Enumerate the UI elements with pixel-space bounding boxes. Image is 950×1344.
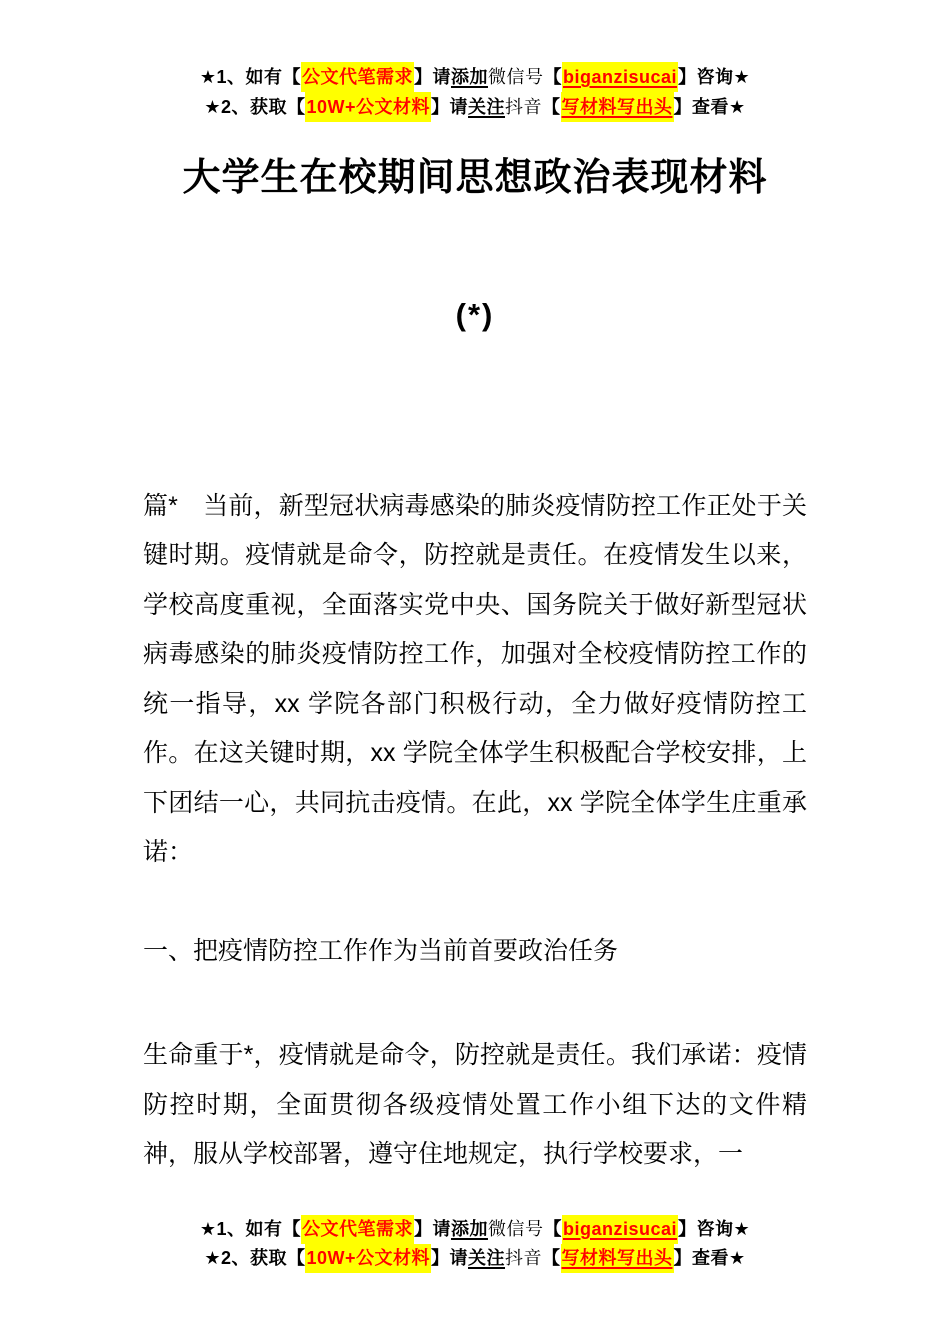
promo-text: 微信号 [487,67,544,87]
promo-text: 微信号 [487,1218,544,1239]
promo-highlight-materials: 10W+公文材料 [305,1244,431,1273]
promo-add-action-text: 添加 [450,1218,488,1239]
promo-header [0,0,950,122]
section-heading-1: 一、把疫情防控工作作为当前首要政治任务 [143,936,619,965]
promo-text: 抖音 [505,97,543,117]
promo-wechat-id: biganzisucai [562,62,678,92]
promo-follow-action-text: 关注 [468,97,506,117]
promo-douyin-id: 写材料写出头 [561,92,674,122]
paragraph-1: 篇* 当前，新型冠状病毒感染的肺炎疫情防控工作正处于关键时期。疫情就是命令，防控就是责任。在疫情发生以来，学校高度重视，全面落实党中央、国务院关于做好新型冠状病毒感染的肺炎疫情防控工作，加强对全校疫情防控工作的统一指导，xx 学院各部门积极行动，全力做好疫情防控工作。在这关键时期，xx 学院全体学生积极配合学校安排，上下团结一心，共同抗击疫情。在此，xx 学院全体学生庄重承诺： [143,491,807,867]
promo-wechat-id: biganzisucai [562,1215,678,1244]
document-title: 大学生在校期间思想政治表现材料 [182,157,768,199]
promo-text: ★1、如有【 [199,67,301,87]
promo-highlight-writing-service: 公文代笔需求 [301,1215,414,1244]
promo-footer-line-2 [0,1244,950,1273]
promo-header-line-2 [0,92,950,122]
promo-text: 【 [542,1247,561,1268]
promo-text: 】咨询★ [678,67,751,87]
promo-douyin-id: 写材料写出头 [561,1244,674,1273]
promo-text: 【 [542,97,561,117]
promo-text: ★2、获取【 [204,1247,306,1268]
promo-text: 】请 [413,67,451,87]
promo-text: ★2、获取【 [204,97,306,117]
promo-add-action-text: 添加 [450,67,488,87]
promo-highlight-writing-service: 公文代笔需求 [301,62,414,92]
promo-text: 】咨询★ [678,1218,751,1239]
promo-text: 】请 [431,1247,469,1268]
promo-highlight-materials: 10W+公文材料 [305,92,431,122]
promo-text: 【 [543,1218,562,1239]
promo-follow-action-text: 关注 [468,1247,506,1268]
promo-text: 】请 [431,97,469,117]
promo-footer-line-1 [0,1215,950,1244]
promo-text: 】查看★ [673,1247,746,1268]
promo-text: 】请 [413,1218,451,1239]
promo-text: 】查看★ [673,97,746,117]
promo-footer [0,1215,950,1273]
promo-text: 抖音 [505,1247,543,1268]
promo-text: ★1、如有【 [199,1218,301,1239]
star-placeholder: (*) [455,297,495,333]
paragraph-2: 生命重于*，疫情就是命令，防控就是责任。我们承诺：疫情防控时期，全面贯彻各级疫情处置工作小组下达的文件精神，服从学校部署，遵守住地规定，执行学校要求，一 [143,1041,807,1169]
promo-header-line-1 [0,62,950,92]
promo-text: 【 [543,67,562,87]
